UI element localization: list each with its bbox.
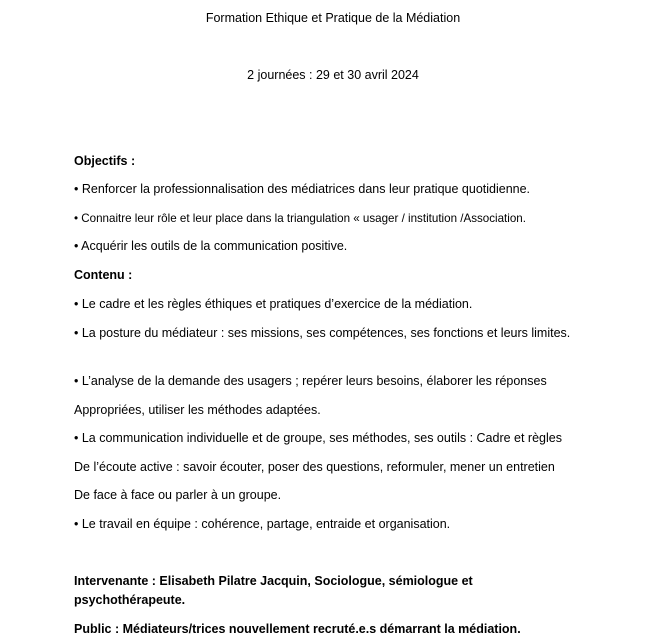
objectifs-heading: Objectifs :	[74, 154, 136, 168]
contenu-item: • L’analyse de la demande des usagers ; repérer leurs besoins, élaborer les réponses	[74, 374, 547, 388]
contenu-heading: Contenu :	[74, 268, 133, 282]
document-title: Formation Ethique et Pratique de la Médiation	[205, 11, 461, 25]
contenu-item: De l’écoute active : savoir écouter, poser des questions, reformuler, mener un entretien	[74, 460, 555, 474]
contenu-item: • La communication individuelle et de groupe, ses méthodes, ses outils : Cadre et règles	[74, 431, 562, 445]
contenu-item: De face à face ou parler à un groupe.	[74, 488, 282, 502]
document-dates: 2 journées : 29 et 30 avril 2024	[247, 68, 419, 82]
objectif-item: • Renforcer la professionnalisation des médiatrices dans leur pratique quotidienne.	[74, 182, 531, 196]
intervenante-line: Intervenante : Elisabeth Pilatre Jacquin, Sociologue, sémiologue et psychothérapeute.	[74, 574, 473, 607]
objectif-item: • Connaitre leur rôle et leur place dans la triangulation « usager / institution /Association.	[74, 212, 526, 225]
contenu-item: • La posture du médiateur : ses missions, ses compétences, ses fonctions et leurs limites.	[74, 326, 571, 340]
contenu-item: • Le travail en équipe : cohérence, partage, entraide et organisation.	[74, 517, 451, 531]
contenu-item: • Le cadre et les règles éthiques et pratiques d’exercice de la médiation.	[74, 297, 473, 311]
contenu-item: Appropriées, utiliser les méthodes adaptées.	[74, 403, 321, 417]
objectif-item: • Acquérir les outils de la communication positive.	[74, 239, 348, 253]
public-line: Public : Médiateurs/trices nouvellement recruté.e.s démarrant la médiation.	[74, 622, 521, 636]
